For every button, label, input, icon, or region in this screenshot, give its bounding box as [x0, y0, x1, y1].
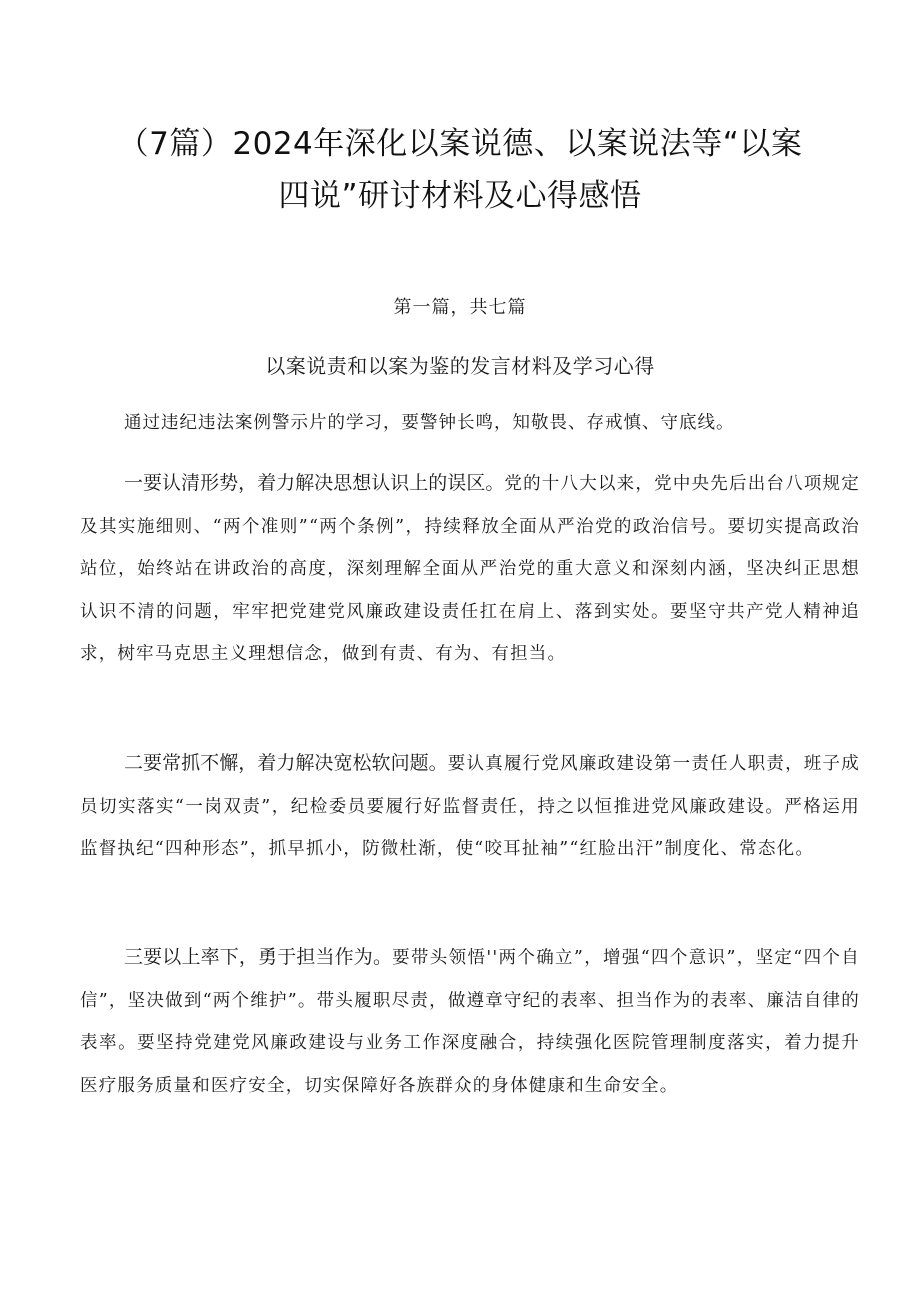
document-title-line-2: 四说”研讨材料及心得感悟 [278, 178, 642, 214]
paragraph-1-body: 党的十八大以来，党中央先后出台八项规定及其实施细则、“两个准则”“两个条例”，持续释放全面从严治党的政治信号。要切实提高政治站位，始终站在讲政治的高度，深刻理解全面从严治党的重大意义和深刻内涵，坚决纠正思想认识不清的问题，牢牢把党建党风廉政建设责任扛在肩上、落到实处。要坚守共产党人精神追求，树牢马克思主义理想信念，做到有责、有为、有担当。 [80, 474, 860, 664]
document-title [60, 118, 860, 222]
body-paragraph-2 [80, 742, 860, 871]
paragraph-2-lead: 二要常抓不懈，着力解决宽松软问题。 [124, 752, 448, 774]
paragraph-3-body: 要带头领悟''两个确立”，增强“四个意识”，坚定“四个自信”，坚决做到“两个维护”。带头履职尽责，做遵章守纪的表率、担当作为的表率、廉洁自律的表率。要坚持党建党风廉政建设与业务工作深度融合，持续强化医院管理制度落实，着力提升医疗服务质量和医疗安全，切实保障好各族群众的身体健康和生命安全。 [80, 948, 860, 1096]
document-title-line-1: （7篇）2024年深化以案说德、以案说法等“以案 [117, 126, 803, 162]
body-paragraph-1 [80, 462, 860, 676]
body-paragraph-3 [80, 936, 860, 1107]
intro-paragraph: 通过违纪违法案例警示片的学习，要警钟长鸣，知敬畏、存戒慎、守底线。 [124, 413, 735, 433]
paragraph-2-body: 要认真履行党风廉政建设第一责任人职责，班子成员切实落实“一岗双责”，纪检委员要履行好监督责任，持之以恒推进党风廉政建设。严格运用监督执纪“四种形态”，抓早抓小，防微杜渐，使“咬耳扯袖”“红脸出汗”制度化、常态化。 [80, 754, 860, 859]
part-label: 第一篇，共七篇 [393, 297, 527, 318]
paragraph-1-lead: 一要认清形势，着力解决思想认识上的误区。 [124, 472, 505, 494]
paragraph-3-lead: 三要以上率下，勇于担当作为。 [124, 946, 393, 968]
section-heading: 以案说责和以案为鉴的发言材料及学习心得 [265, 354, 655, 378]
